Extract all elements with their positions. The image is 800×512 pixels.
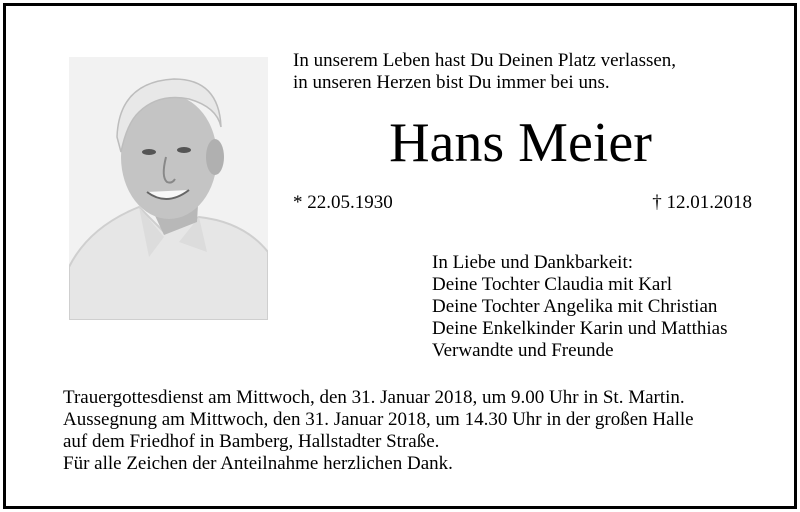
- mourner-line: Deine Enkelkinder Karin und Matthias: [432, 318, 728, 339]
- portrait-photo: [69, 57, 268, 320]
- death-date: † 12.01.2018: [652, 192, 752, 213]
- deceased-name: Hans Meier: [389, 112, 652, 174]
- memorial-verse: [293, 50, 676, 94]
- verse-line: In unserem Leben hast Du Deinen Platz verlassen,: [293, 50, 677, 71]
- mourner-line: Verwandte und Freunde: [432, 340, 614, 361]
- birth-date: * 22.05.1930: [293, 192, 393, 213]
- service-line: Aussegnung am Mittwoch, den 31. Januar 2018, um 14.30 Uhr in der großen Halle: [63, 409, 694, 430]
- mourners-list: [432, 252, 727, 362]
- service-details: [63, 387, 694, 475]
- service-line: Für alle Zeichen der Anteilnahme herzlichen Dank.: [63, 453, 453, 474]
- mourner-line: Deine Tochter Angelika mit Christian: [432, 296, 718, 317]
- obituary-notice: [3, 3, 797, 509]
- mourner-line: Deine Tochter Claudia mit Karl: [432, 274, 672, 295]
- mourners-intro: In Liebe und Dankbarkeit:: [432, 252, 634, 273]
- service-line: Trauergottesdienst am Mittwoch, den 31. Januar 2018, um 9.00 Uhr in St. Martin.: [63, 387, 685, 408]
- service-line: auf dem Friedhof in Bamberg, Hallstadter Straße.: [63, 431, 440, 452]
- verse-line: in unseren Herzen bist Du immer bei uns.: [293, 72, 610, 93]
